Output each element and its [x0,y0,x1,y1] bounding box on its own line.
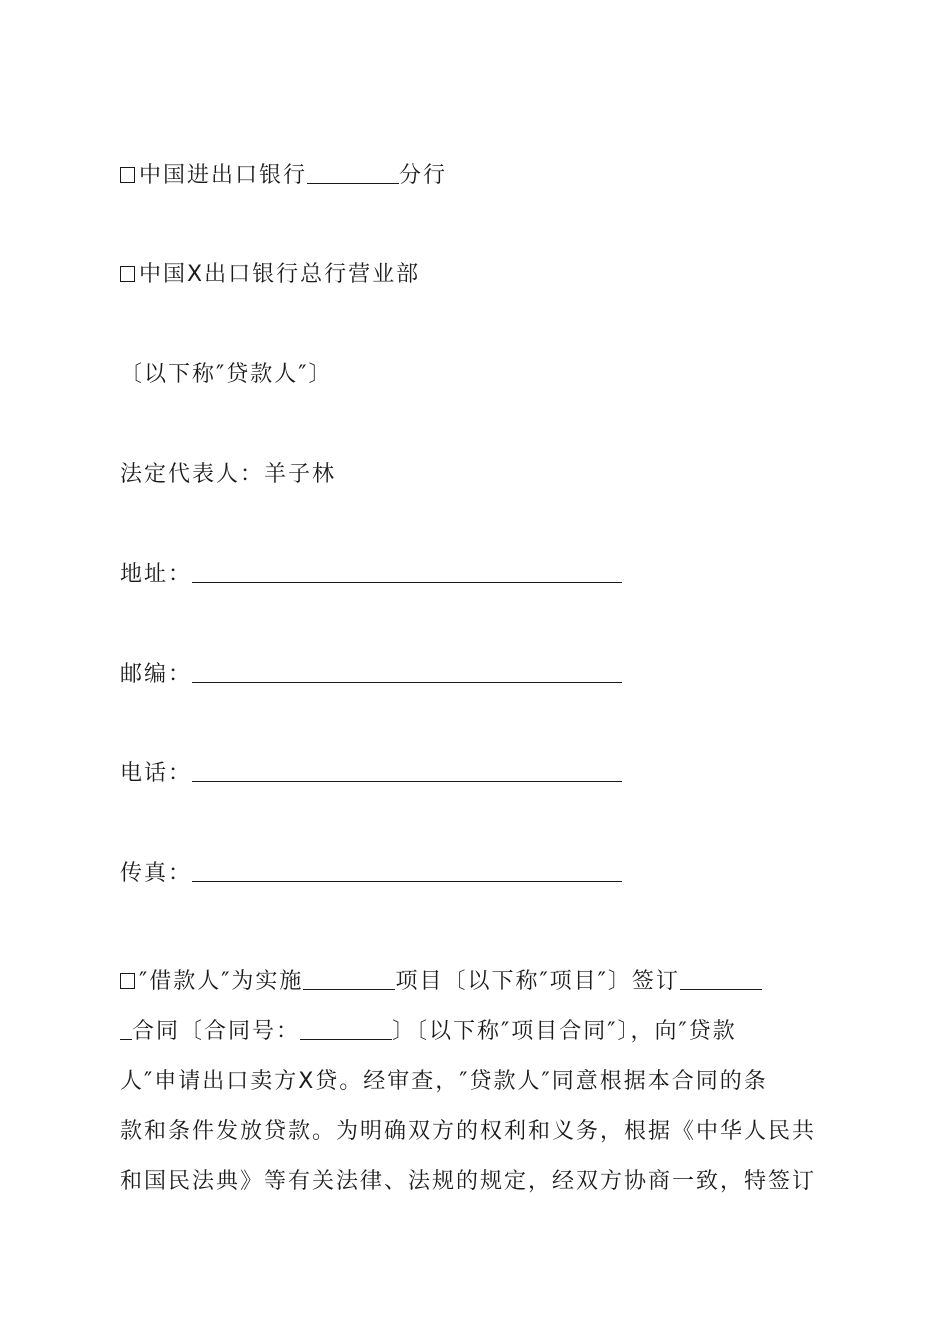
lender-alias-line [120,360,332,390]
phone-label: 电话： [120,761,193,786]
contract-name-blank[interactable] [680,967,762,990]
branch-prefix: 中国进出口银行 [139,163,308,188]
branch-name-blank[interactable] [307,161,399,184]
legal-representative-line [120,460,336,490]
lender-headoffice-line [120,260,420,290]
headoffice-text: 中国X出口银行总行营业部 [139,262,421,287]
fax-blank[interactable] [192,859,622,882]
branch-suffix: 分行 [399,163,448,188]
project-name-blank[interactable] [303,967,395,990]
paragraph-text: 项目〔以下称″项目″〕签订 [395,969,680,994]
fax-label: 传真： [120,861,193,886]
paragraph-text: 〕〔以下称″项目合同″〕，向″贷款 [392,1019,737,1044]
postcode-line [120,660,622,690]
paragraph-row-3: 人″申请出口卖方X贷。经审查，″贷款人″同意根据本合同的条 [120,1069,768,1094]
fax-line [120,859,622,889]
address-blank[interactable] [192,560,622,583]
address-line [120,560,622,590]
phone-line [120,759,622,789]
checkbox-branch[interactable] [120,167,135,183]
paragraph-row-5: 和国民法典》等有关法律、法规的规定，经双方协商一致，特签订 [120,1169,817,1194]
paragraph-text: 合同〔合同号： [132,1019,301,1044]
paragraph-text: ″借款人″为实施 [139,969,304,994]
postcode-label: 邮编： [120,662,193,687]
contract-preamble-paragraph [120,957,832,1207]
paragraph-row-2 [120,1007,832,1057]
postcode-blank[interactable] [192,660,622,683]
contract-name-blank-continued[interactable] [120,1017,132,1040]
address-label: 地址： [120,562,193,587]
lender-alias-text: 〔以下称″贷款人″〕 [120,362,333,387]
contract-number-blank[interactable] [300,1017,392,1040]
checkbox-preamble[interactable] [120,973,135,989]
paragraph-row-4: 款和条件发放贷款。为明确双方的权利和义务，根据《中华人民共 [120,1119,817,1144]
lender-branch-line [120,161,447,191]
phone-blank[interactable] [192,759,622,782]
paragraph-row-1 [120,957,832,1007]
checkbox-headoffice[interactable] [120,266,135,282]
legal-representative-text: 法定代表人：羊子林 [120,462,337,487]
